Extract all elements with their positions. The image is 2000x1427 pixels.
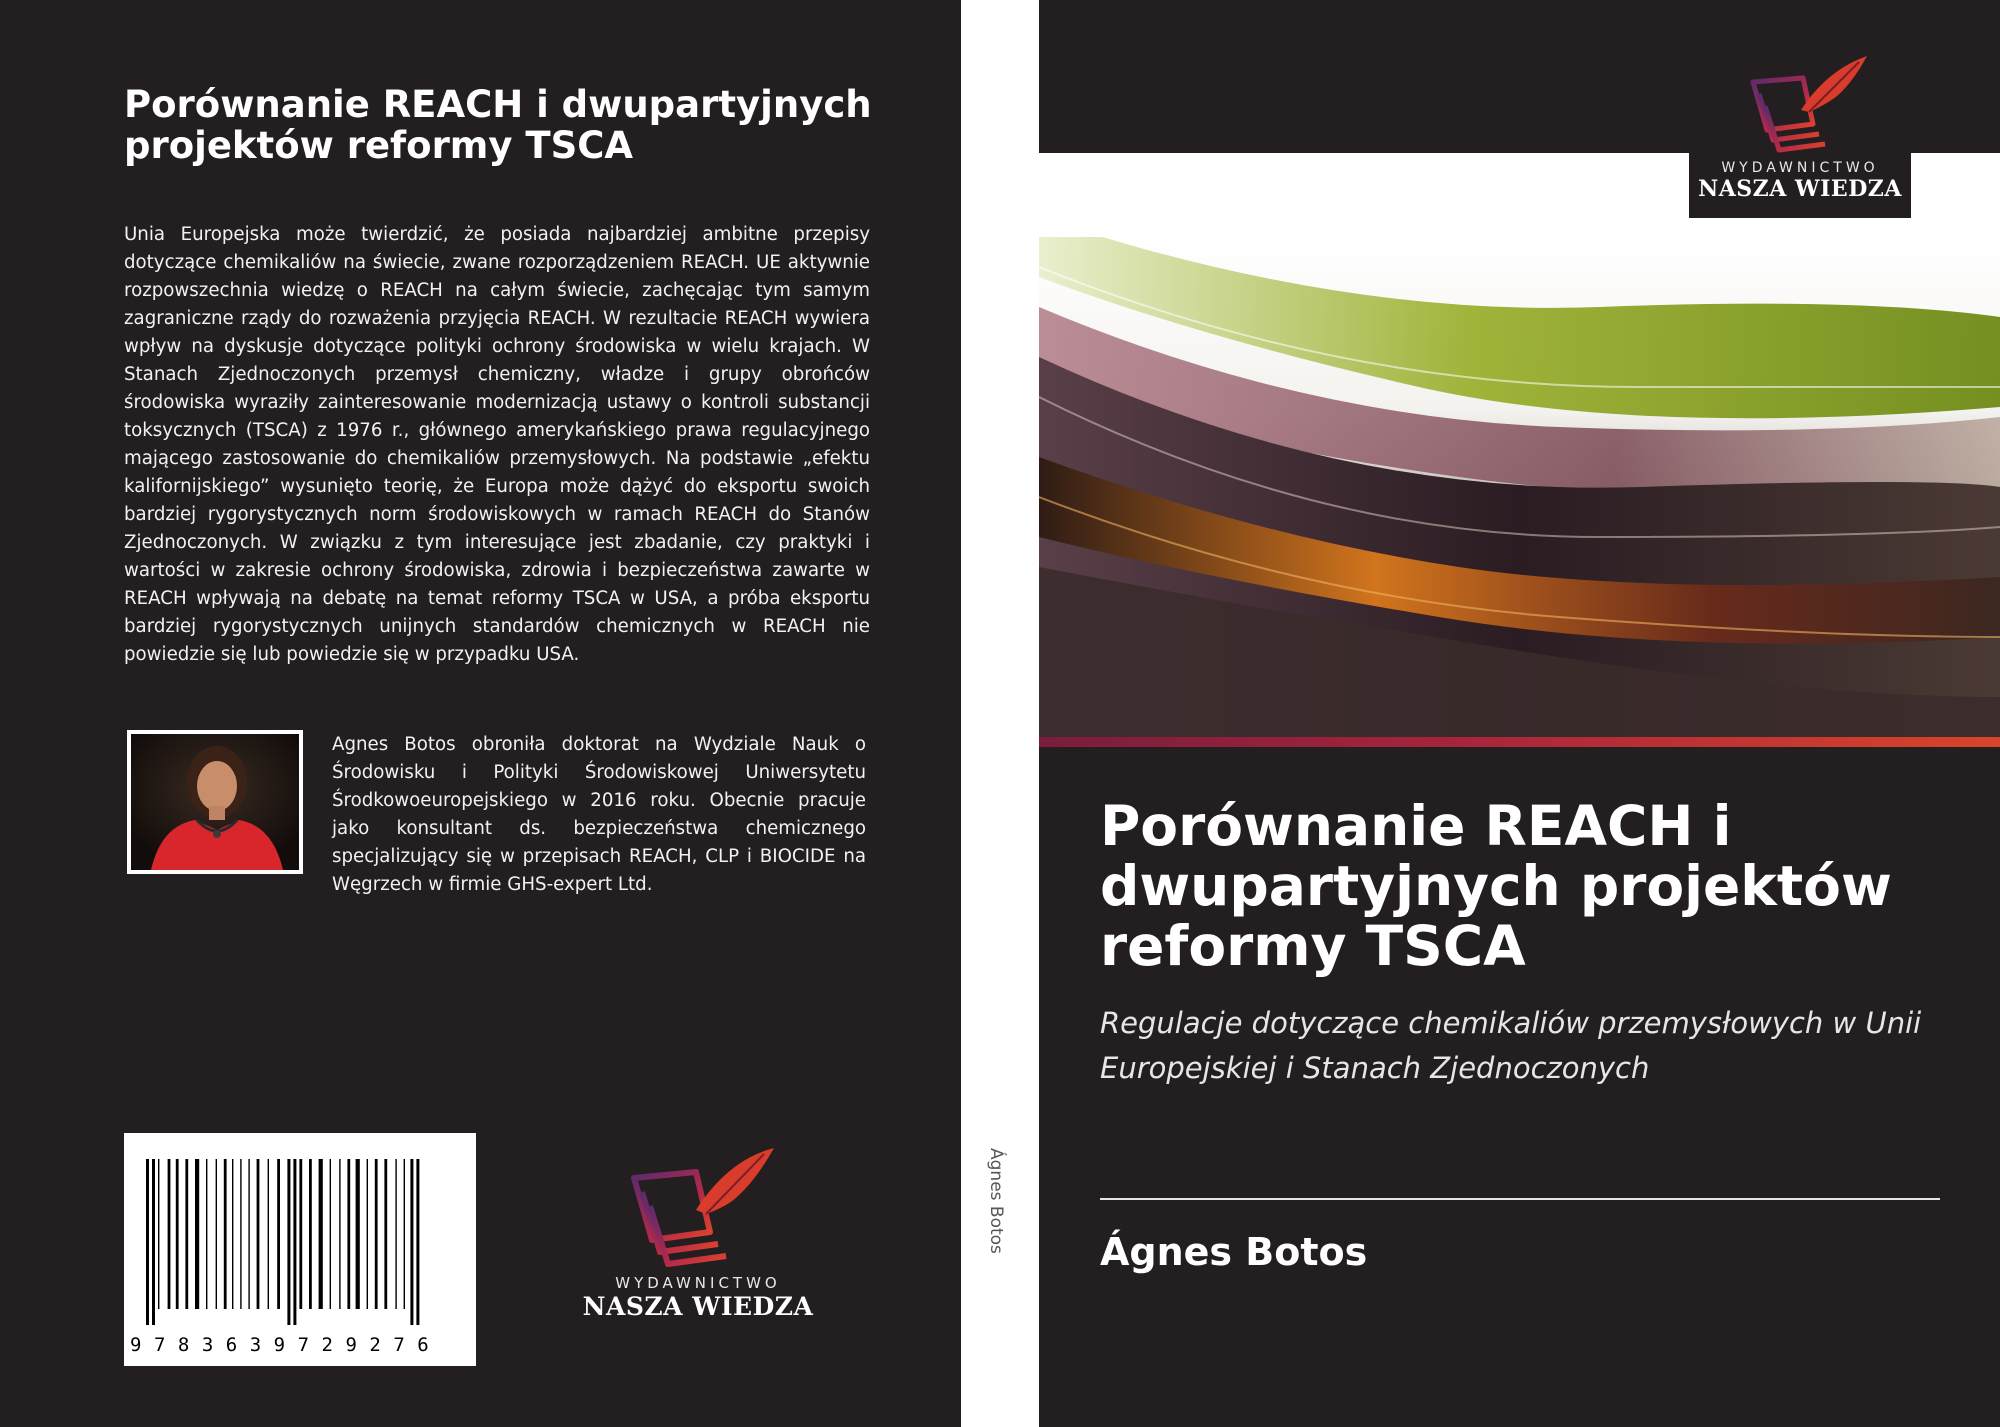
author-portrait-image	[131, 734, 299, 870]
barcode-bar	[232, 1159, 233, 1309]
front-cover	[1039, 0, 2000, 1427]
publisher-logo-back	[578, 1140, 818, 1330]
front-cover-title: Porównanie REACH i dwupartyjnych projektów reformy TSCA	[1100, 794, 1892, 978]
publisher-name-small: WYDAWNICTWO	[1721, 160, 1879, 176]
feather-book-logo-icon	[1689, 0, 1911, 160]
barcode-bar	[158, 1159, 159, 1309]
divider	[1100, 1198, 1940, 1200]
front-cover-subtitle: Regulacje dotyczące chemikaliów przemysłowych w Unii Europejskiej i Stanach Zjednoczonych	[1100, 1006, 1922, 1085]
barcode-bar	[248, 1159, 249, 1309]
accent-stripe	[1039, 737, 2000, 747]
feather-book-logo-icon	[578, 1140, 818, 1270]
front-cover-author: Ágnes Botos	[1100, 1230, 1368, 1274]
publisher-name-small: WYDAWNICTWO	[615, 1274, 781, 1292]
barcode-bar	[410, 1159, 413, 1325]
barcode-bar	[257, 1159, 260, 1309]
barcode-bar	[319, 1159, 323, 1309]
publisher-name-big: NASZA WIEDZA	[582, 1292, 814, 1321]
barcode-bar	[168, 1159, 171, 1309]
barcode-bar	[293, 1159, 296, 1325]
publisher-logo-front	[1689, 0, 1911, 218]
barcode-bar	[384, 1159, 387, 1309]
barcode-bar	[216, 1159, 217, 1309]
barcode-bar	[176, 1159, 179, 1309]
barcode-bar	[195, 1159, 199, 1309]
barcode-bar	[309, 1159, 312, 1309]
back-cover-blurb: Unia Europejska może twierdzić, że posiada najbardziej ambitne przepisy dotyczące chemikaliów na świecie, zwane rozporządzeniem REACH. UE aktywnie rozpowszechnia wiedzę o REACH na całym świecie, zachęcając tym samym zagraniczne rządy do rozważenia przyjęcia REACH. W rezultacie REACH wywiera wpływ na dyskusje dotyczące polityki ochrony środowiska w wielu krajach. W Stanach Zjednoczonych przemysł chemiczny, władze i grupy obrońców środowiska wyraziły zainteresowanie modernizacją ustawy o kontroli substancji toksycznych (TSCA) z 1976 r., głównego amerykańskiego prawa regulacyjnego mającego zastosowanie do chemikaliów przemysłowych. Na podstawie „efektu kalifornijskiego” wysunięto teorię, że Europa może dążyć do eksportu swoich bardziej rygorystycznych norm środowiskowych w ramach REACH do Stanów Zjednoczonych. W związku z tym interesujące jest zbadanie, czy praktyki i wartości w zakresie ochrony środowiska, zdrowia i bezpieczeństwa zawarte w REACH wpływają na debatę na temat reformy TSCA w USA, a próba eksportu bardziej rygorystycznych unijnych standardów chemicznych w REACH nie powiedzie się lub powiedzie się w przypadku USA.	[124, 224, 870, 665]
barcode-bar	[339, 1159, 340, 1309]
barcode-bar	[416, 1159, 419, 1325]
barcode-bars	[124, 1133, 476, 1366]
barcode-bar	[206, 1159, 207, 1309]
barcode-bar	[395, 1159, 396, 1309]
barcode-bar	[152, 1159, 155, 1325]
publisher-name-big: NASZA WIEDZA	[1698, 176, 1902, 202]
barcode-digits: 9783639729276	[130, 1334, 442, 1356]
isbn-barcode	[124, 1133, 476, 1366]
barcode-bar	[367, 1159, 368, 1309]
barcode-bar	[185, 1159, 188, 1309]
barcode-bar	[287, 1159, 290, 1325]
barcode-bar	[347, 1159, 350, 1309]
barcode-bar	[240, 1159, 241, 1309]
author-bio: Agnes Botos obroniła doktorat na Wydziale Nauk o Środowisku i Polityki Środowiskowej Uniwersytetu Środkowoeuropejskiego w 2016 roku. Obecnie pracuje jako konsultant ds. bezpieczeństwa chemicznego specjalizujący się w przepisach REACH, CLP i BIOCIDE na Węgrzech w firmie GHS-expert Ltd.	[332, 734, 866, 895]
barcode-bar	[224, 1159, 227, 1309]
cover-art-waves	[1039, 237, 2000, 737]
author-photo	[127, 730, 303, 874]
spine-author: Ágnes Botos	[986, 1148, 1006, 1254]
barcode-bar	[146, 1159, 149, 1325]
barcode-bar	[375, 1159, 378, 1309]
barcode-bar	[268, 1159, 269, 1309]
back-cover	[0, 0, 961, 1427]
barcode-bar	[404, 1159, 405, 1309]
barcode-bar	[356, 1159, 360, 1309]
barcode-bar	[299, 1159, 302, 1309]
barcode-bar	[330, 1159, 331, 1309]
barcode-bar	[277, 1159, 280, 1309]
back-cover-title: Porównanie REACH i dwupartyjnych projektów reformy TSCA	[124, 83, 872, 167]
